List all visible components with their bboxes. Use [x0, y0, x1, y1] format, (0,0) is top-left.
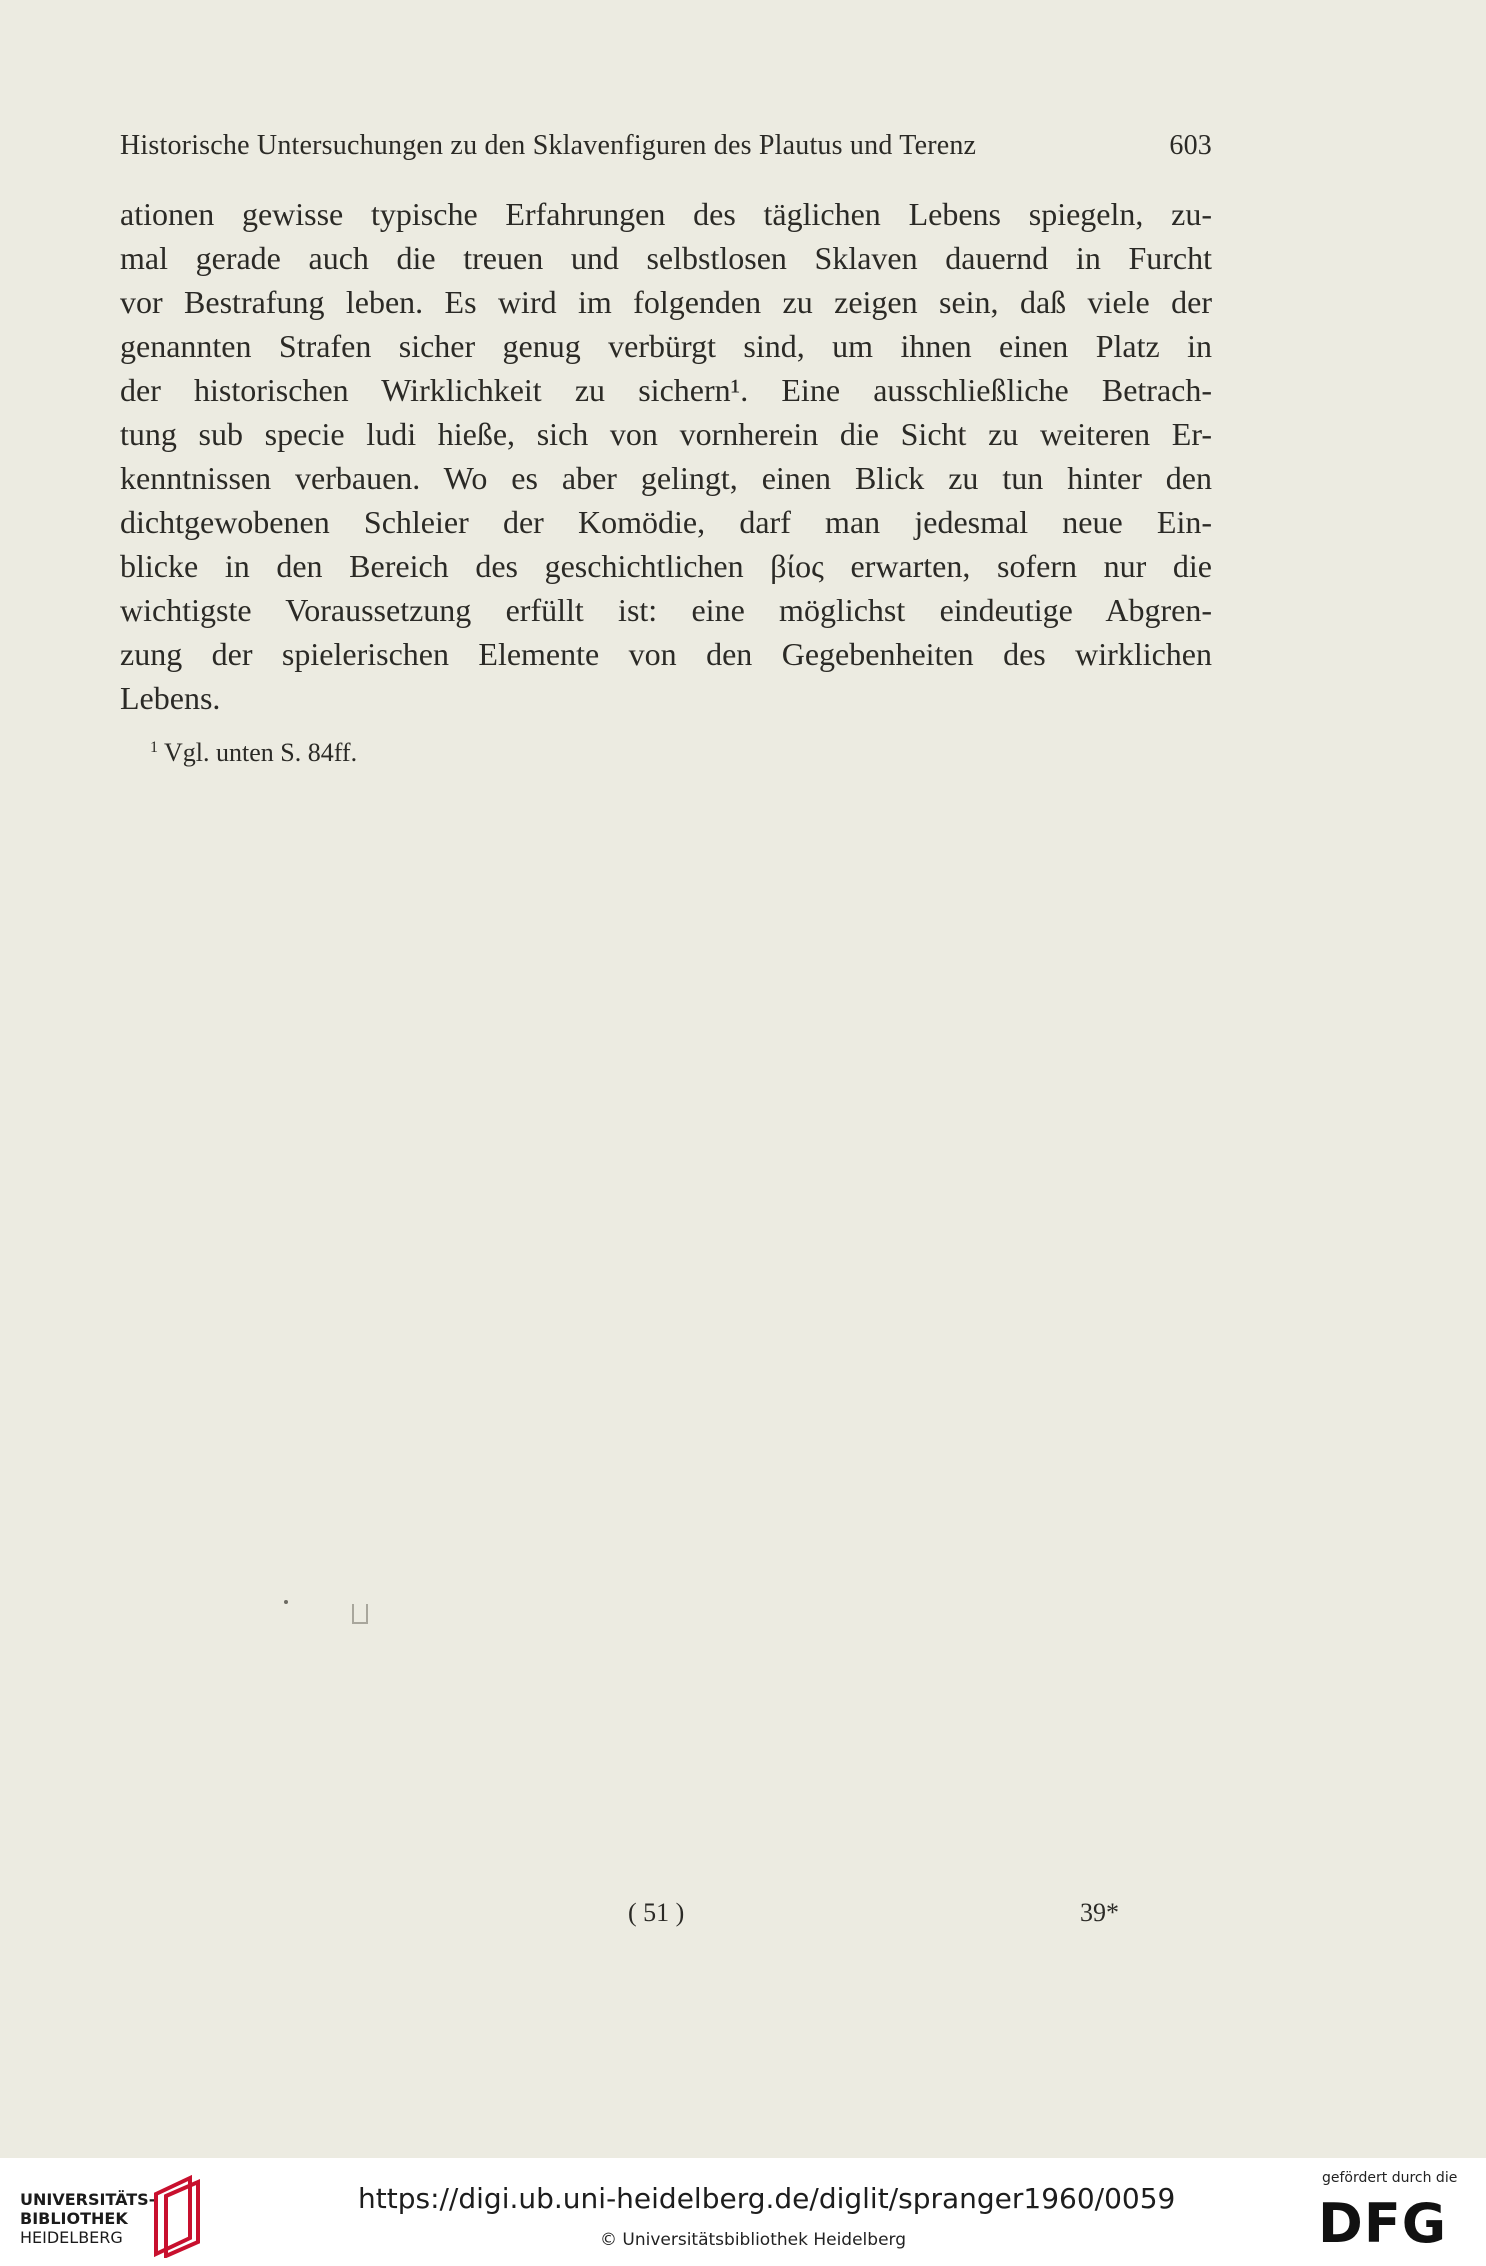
dfg-logo[interactable]: DFG — [1318, 2192, 1448, 2255]
text-line: mal gerade auch die treuen und selbstlosen Sklaven dauernd in Furcht — [120, 240, 1212, 276]
sheet-number: ( 51 ) — [628, 1898, 685, 1927]
library-name-line1: UNIVERSITÄTS- — [20, 2190, 156, 2209]
text-line: kenntnissen verbauen. Wo es aber gelingt, einen Blick zu tun hinter den — [120, 460, 1212, 496]
text-line: tung sub specie ludi hieße, sich von vornherein die Sicht zu weiteren Er- — [120, 416, 1212, 452]
footnote-marker: 1 — [150, 739, 158, 756]
text-line: wichtigste Voraussetzung erfüllt ist: eine möglichst eindeutige Abgren- — [120, 592, 1212, 628]
footnote-text: Vgl. unten S. 84ff. — [164, 738, 358, 767]
scan-speck — [284, 1600, 288, 1604]
text-line: Lebens. — [120, 680, 221, 716]
copyright-notice: © Universitätsbibliothek Heidelberg — [600, 2230, 907, 2250]
text-line: blicke in den Bereich des geschichtlichen βίος erwarten, sofern nur die — [120, 548, 1212, 584]
signature-mark: 39* — [1080, 1898, 1119, 1927]
library-name-line2: BIBLIOTHEK — [20, 2209, 128, 2228]
text-line: ationen gewisse typische Erfahrungen des täglichen Lebens spiegeln, zu- — [120, 196, 1212, 232]
scan-speck — [352, 1604, 368, 1624]
text-line: vor Bestrafung leben. Es wird im folgenden zu zeigen sein, daß viele der — [120, 284, 1212, 320]
permalink-url[interactable]: https://digi.ub.uni-heidelberg.de/diglit/spranger1960/0059 — [358, 2182, 1176, 2215]
body-paragraph — [120, 192, 1212, 720]
running-head — [120, 130, 1212, 162]
library-name-line3: HEIDELBERG — [20, 2228, 123, 2247]
page-number: 603 — [1169, 130, 1212, 161]
text-line: zung der spielerischen Elemente von den Gegebenheiten des wirklichen — [120, 636, 1212, 672]
funding-label: gefördert durch die — [1322, 2170, 1458, 2186]
library-logo-text[interactable] — [20, 2190, 155, 2247]
running-head-title: Historische Untersuchungen zu den Sklavenfiguren des Plautus und Terenz — [120, 130, 977, 161]
footnote — [150, 738, 357, 768]
text-line: genannten Strafen sicher genug verbürgt sind, um ihnen einen Platz in — [120, 328, 1212, 364]
text-line: dichtgewobenen Schleier der Komödie, darf man jedesmal neue Ein- — [120, 504, 1212, 540]
library-logo-icon — [152, 2172, 206, 2263]
text-line: der historischen Wirklichkeit zu sichern¹. Eine ausschließliche Betrach- — [120, 372, 1212, 408]
